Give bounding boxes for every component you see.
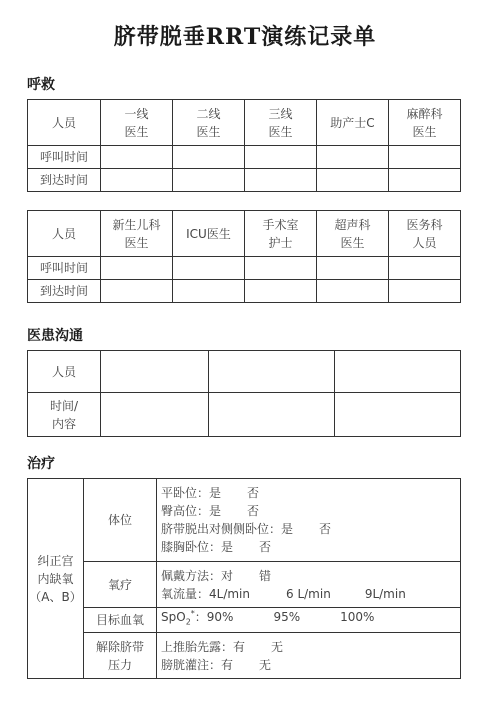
table-row bbox=[28, 351, 461, 393]
page-title: 脐带脱垂RRT演练记录单 bbox=[113, 24, 377, 50]
blank-cell[interactable] bbox=[209, 351, 335, 393]
row-label-call-time: 呼叫时间 bbox=[28, 257, 101, 280]
oxygen-method: 佩戴方法：对 错 bbox=[161, 568, 272, 583]
blank-cell[interactable] bbox=[389, 257, 461, 280]
blank-cell[interactable] bbox=[209, 393, 335, 437]
blank-cell[interactable] bbox=[101, 351, 209, 393]
col-first-line-doctor: 一线 医生 bbox=[101, 100, 173, 146]
position-option-contralateral: 脐带脱出对侧侧卧位：是 否 bbox=[161, 522, 332, 536]
rescue-table-2 bbox=[27, 210, 461, 303]
table-row bbox=[28, 562, 461, 608]
communication-table bbox=[27, 350, 461, 437]
table-header-row bbox=[28, 211, 461, 257]
blank-cell[interactable] bbox=[173, 257, 245, 280]
blank-cell[interactable] bbox=[335, 393, 461, 437]
col-anesthesia-doctor: 麻醉科 医生 bbox=[389, 100, 461, 146]
blank-cell[interactable] bbox=[173, 146, 245, 169]
option-no[interactable]: 否 bbox=[319, 522, 332, 536]
section-rescue-heading: 呼救 bbox=[27, 77, 55, 93]
row-label-call-time: 呼叫时间 bbox=[28, 146, 101, 169]
position-option-supine: 平卧位：是 否 bbox=[161, 486, 260, 500]
blank-cell[interactable] bbox=[317, 169, 389, 192]
position-option-knee-chest: 膝胸卧位：是 否 bbox=[161, 540, 272, 554]
blank-cell[interactable] bbox=[317, 146, 389, 169]
row-label-target-oxygen: 目标血氧 bbox=[84, 608, 157, 633]
table-row bbox=[28, 257, 461, 280]
row-label-personnel: 人员 bbox=[28, 351, 101, 393]
table-row bbox=[28, 479, 461, 562]
table-row bbox=[28, 393, 461, 437]
col-medical-affairs-staff: 医务科 人员 bbox=[389, 211, 461, 257]
header-personnel: 人员 bbox=[28, 100, 101, 146]
option-no[interactable]: 否 bbox=[247, 504, 260, 518]
col-icu-doctor: ICU医生 bbox=[173, 211, 245, 257]
row-label-position: 体位 bbox=[84, 479, 157, 562]
table-row bbox=[28, 280, 461, 303]
blank-cell[interactable] bbox=[389, 280, 461, 303]
table-row bbox=[28, 146, 461, 169]
blank-cell[interactable] bbox=[317, 257, 389, 280]
col-or-nurse: 手术室 护士 bbox=[245, 211, 317, 257]
oxygen-options bbox=[157, 562, 461, 608]
relief-push-presenting-part: 上推胎先露：有 无 bbox=[161, 639, 284, 654]
option-none[interactable]: 无 bbox=[259, 657, 272, 672]
blank-cell[interactable] bbox=[317, 280, 389, 303]
rescue-table-1 bbox=[27, 99, 461, 192]
option-95[interactable]: 95% bbox=[273, 610, 301, 625]
col-midwife: 助产士C bbox=[317, 100, 389, 146]
section-communication-heading: 医患沟通 bbox=[27, 328, 83, 344]
blank-cell[interactable] bbox=[335, 351, 461, 393]
option-no[interactable]: 否 bbox=[247, 486, 260, 500]
table-row bbox=[28, 169, 461, 192]
row-label-arrival-time: 到达时间 bbox=[28, 280, 101, 303]
option-9l[interactable]: 9L/min bbox=[364, 586, 406, 601]
group-label-correct-hypoxia: 纠正宫 内缺氧 （A、B） bbox=[28, 479, 84, 679]
blank-cell[interactable] bbox=[245, 146, 317, 169]
option-6l[interactable]: 6 L/min bbox=[286, 586, 331, 601]
option-100[interactable]: 100% bbox=[340, 610, 375, 625]
blank-cell[interactable] bbox=[101, 169, 173, 192]
position-options bbox=[157, 479, 461, 562]
col-second-line-doctor: 二线 医生 bbox=[173, 100, 245, 146]
blank-cell[interactable] bbox=[173, 169, 245, 192]
option-no[interactable]: 否 bbox=[259, 540, 272, 554]
blank-cell[interactable] bbox=[389, 169, 461, 192]
row-label-time-content: 时间/ 内容 bbox=[28, 393, 101, 437]
col-third-line-doctor: 三线 医生 bbox=[245, 100, 317, 146]
row-label-arrival-time: 到达时间 bbox=[28, 169, 101, 192]
section-treatment-heading: 治疗 bbox=[27, 456, 55, 472]
row-label-relieve-cord-pressure: 解除脐带 压力 bbox=[84, 633, 157, 679]
row-label-oxygen: 氧疗 bbox=[84, 562, 157, 608]
blank-cell[interactable] bbox=[101, 257, 173, 280]
blank-cell[interactable] bbox=[173, 280, 245, 303]
blank-cell[interactable] bbox=[245, 257, 317, 280]
table-row bbox=[28, 608, 461, 633]
position-option-hip-elevated: 臀高位：是 否 bbox=[161, 504, 260, 518]
blank-cell[interactable] bbox=[245, 169, 317, 192]
treatment-table bbox=[27, 478, 461, 679]
blank-cell[interactable] bbox=[101, 146, 173, 169]
col-ultrasound-doctor: 超声科 医生 bbox=[317, 211, 389, 257]
spo2-options: SpO$_2$*：90% 95% 100% bbox=[157, 608, 461, 633]
oxygen-flow: 氧流量：4L/min 6 L/min 9L/min bbox=[161, 586, 406, 601]
relief-options bbox=[157, 633, 461, 679]
table-row bbox=[28, 633, 461, 679]
option-90[interactable]: ：90% bbox=[194, 610, 234, 625]
blank-cell[interactable] bbox=[101, 393, 209, 437]
blank-cell[interactable] bbox=[245, 280, 317, 303]
header-personnel: 人员 bbox=[28, 211, 101, 257]
option-wrong[interactable]: 错 bbox=[259, 568, 272, 583]
option-none[interactable]: 无 bbox=[271, 639, 284, 654]
blank-cell[interactable] bbox=[101, 280, 173, 303]
blank-cell[interactable] bbox=[389, 146, 461, 169]
col-neonatology-doctor: 新生儿科 医生 bbox=[101, 211, 173, 257]
table-header-row bbox=[28, 100, 461, 146]
relief-bladder-filling: 膀胱灌注：有 无 bbox=[161, 657, 272, 672]
